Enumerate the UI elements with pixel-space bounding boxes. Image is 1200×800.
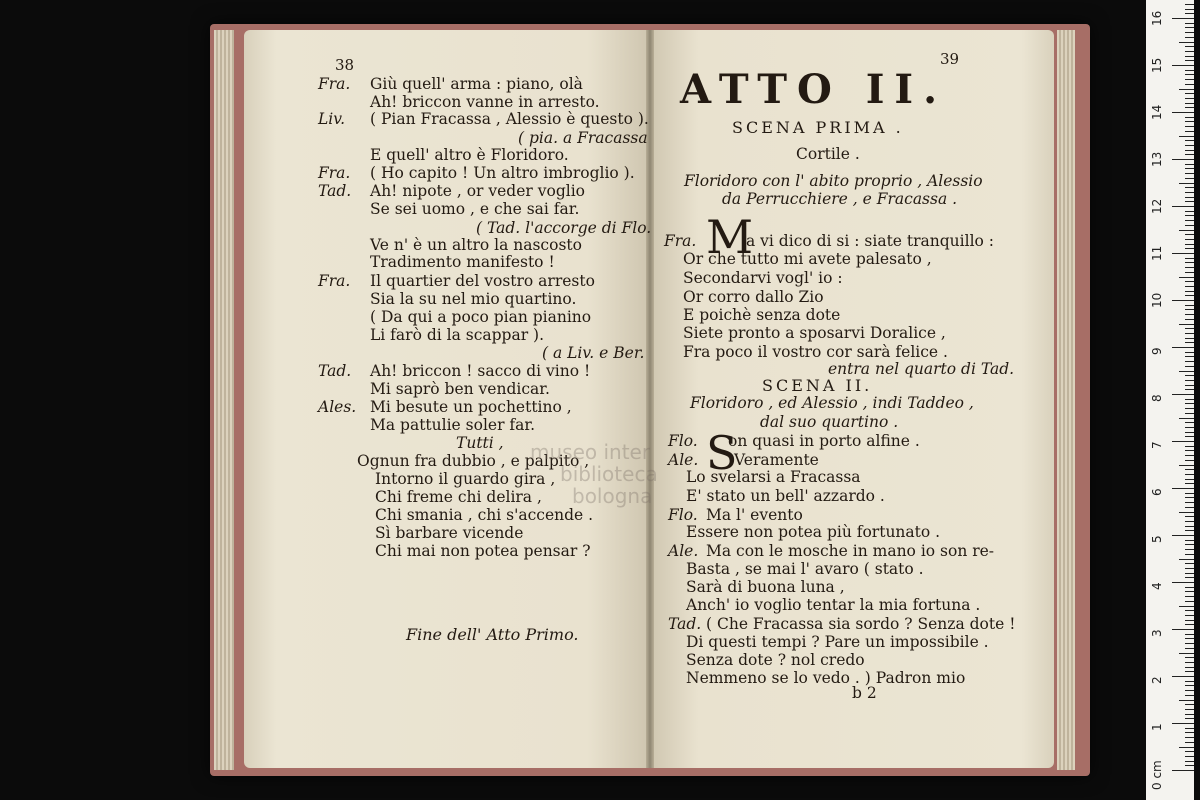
ruler-tick (1185, 563, 1194, 564)
ruler-tick (1185, 568, 1194, 569)
verse-line: Intorno il guardo gira , (375, 470, 556, 488)
ruler-tick (1185, 342, 1194, 343)
ruler-tick (1185, 103, 1194, 104)
ruler-number: 11 (1150, 245, 1164, 261)
ruler-number: 13 (1150, 151, 1164, 167)
verse-line: Sia la su nel mio quartino. (370, 290, 577, 308)
ruler-tick (1185, 178, 1194, 179)
ruler-tick (1185, 714, 1194, 715)
ruler-tick (1185, 84, 1194, 85)
ruler-tick (1185, 667, 1194, 668)
ruler-tick (1172, 159, 1194, 160)
ruler-number: 15 (1150, 57, 1164, 73)
ruler-tick (1185, 107, 1194, 108)
verse-line: Senza dote ? nol credo (686, 651, 865, 669)
ruler-tick (1172, 206, 1194, 207)
ruler-tick (1185, 9, 1194, 10)
ruler-number: 9 (1150, 347, 1164, 355)
verse-line: Ognun fra dubbio , e palpito , (357, 452, 590, 470)
verse-line: Mi saprò ben vendicar. (370, 380, 550, 398)
ruler-tick (1185, 272, 1194, 273)
ruler-number: 16 (1150, 10, 1164, 26)
verse-line: Chi smania , chi s'accende . (375, 506, 594, 524)
ruler-tick (1172, 676, 1194, 677)
ruler-tick (1185, 389, 1194, 390)
ruler-number: 3 (1150, 629, 1164, 637)
ruler-tick (1185, 380, 1194, 381)
verse-line: Il quartier del vostro arresto (370, 272, 595, 290)
ruler-tick (1185, 352, 1194, 353)
verse-line: Nemmeno se lo vedo . ) Padron mio (686, 669, 966, 687)
ruler-tick (1185, 145, 1194, 146)
ruler-tick (1185, 573, 1194, 574)
ruler-tick (1185, 98, 1194, 99)
ruler-tick (1185, 314, 1194, 315)
ruler-tick (1185, 150, 1194, 151)
verse-line: Chi freme chi delira , (375, 488, 542, 506)
left-page-footer: Fine dell' Atto Primo. (406, 625, 579, 644)
ruler-tick (1185, 37, 1194, 38)
ruler-tick (1185, 267, 1194, 268)
watermark-line-3: bologna (572, 484, 653, 508)
ruler-tick (1179, 747, 1194, 748)
ruler-tick (1185, 596, 1194, 597)
verse-line: ( pia. a Fracassa (518, 129, 648, 147)
drop-cap: M (706, 210, 754, 264)
verse-line: Veramente (734, 451, 819, 469)
ruler-number: 12 (1150, 198, 1164, 214)
ruler-tick (1185, 544, 1194, 545)
verse-line: Ah! briccon ! sacco di vino ! (370, 362, 591, 380)
ruler-tick (1179, 230, 1194, 231)
ruler-tick (1185, 450, 1194, 451)
ruler-tick (1185, 427, 1194, 428)
speaker-label: Fra. (318, 272, 351, 290)
ruler-number: 6 (1150, 488, 1164, 496)
ruler-tick (1185, 32, 1194, 33)
verse-line: Lo svelarsi a Fracassa (686, 468, 861, 486)
signature-mark: b 2 (852, 684, 877, 702)
verse-line: Giù quell' arma : piano, olà (370, 75, 583, 93)
ruler-tick (1179, 371, 1194, 372)
ruler-tick (1185, 408, 1194, 409)
ruler-tick (1179, 277, 1194, 278)
ruler-tick (1185, 718, 1194, 719)
ruler-number: 2 (1150, 676, 1164, 684)
ruler-tick (1185, 502, 1194, 503)
verse-line: Mi besute un pochettino , (370, 398, 572, 416)
ruler-tick (1185, 399, 1194, 400)
ruler-tick (1185, 201, 1194, 202)
verse-line: Sarà di buona luna , (686, 578, 845, 596)
ruler-tick (1185, 173, 1194, 174)
verse-line: ( a Liv. e Ber. (542, 344, 645, 362)
ruler-tick (1185, 634, 1194, 635)
ruler-tick (1185, 469, 1194, 470)
scene-two-direction-1: Floridoro , ed Alessio , indi Taddeo , (690, 394, 974, 412)
ruler-tick (1185, 295, 1194, 296)
ruler-tick (1185, 248, 1194, 249)
verse-line: E' stato un bell' azzardo . (686, 487, 885, 505)
scene-two-drop-cap: S (706, 426, 738, 480)
verse-line: Ma con le mosche in mano io son re- (706, 542, 995, 560)
ruler-tick (1185, 657, 1194, 658)
ruler-tick (1185, 756, 1194, 757)
ruler-tick (1185, 56, 1194, 57)
ruler-tick (1185, 23, 1194, 24)
verse-line: Secondarvi vogl' io : (683, 269, 843, 287)
ruler-number: 1 (1150, 723, 1164, 731)
ruler-tick (1185, 728, 1194, 729)
speaker-label: Ales. (318, 398, 357, 416)
act-title: ATTO II. (680, 66, 948, 113)
ruler-tick (1185, 70, 1194, 71)
speaker-label: Flo. (668, 506, 698, 524)
stage-direction-1: Floridoro con l' abito proprio , Alessio (684, 172, 983, 190)
verse-line: a vi dico di si : siate tranquillo : (746, 232, 995, 250)
watermark-line-2: biblioteca (560, 462, 658, 486)
ruler-tick (1185, 732, 1194, 733)
right-page-edges (1057, 30, 1075, 770)
speaker-label: Liv. (318, 110, 346, 128)
verse-line: Ve n' è un altro la nascosto (370, 236, 582, 254)
ruler-tick (1179, 136, 1194, 137)
ruler-tick (1185, 361, 1194, 362)
ruler-tick (1185, 121, 1194, 122)
ruler-tick (1179, 42, 1194, 43)
verse-line: Essere non potea più fortunato . (686, 523, 941, 541)
ruler-tick (1185, 601, 1194, 602)
verse-line: Chi mai non potea pensar ? (375, 542, 591, 560)
ruler-tick (1185, 577, 1194, 578)
verse-line: Sì barbare vicende (375, 524, 524, 542)
ruler-tick (1185, 436, 1194, 437)
ruler-tick (1185, 497, 1194, 498)
speaker-label: Tad. (668, 615, 702, 633)
verse-line: ( Ho capito ! Un altro imbroglio ). (370, 164, 635, 182)
ruler-tick (1185, 187, 1194, 188)
ruler-tick (1185, 709, 1194, 710)
ruler-tick (1185, 765, 1194, 766)
ruler-tick (1185, 197, 1194, 198)
verse-line: E poichè senza dote (683, 306, 841, 324)
ruler-tick (1185, 422, 1194, 423)
ruler-tick (1185, 526, 1194, 527)
verse-line: Or che tutto mi avete palesato , (683, 250, 932, 268)
ruler-tick (1185, 671, 1194, 672)
ruler-tick (1172, 347, 1194, 348)
ruler-tick (1185, 540, 1194, 541)
ruler-tick (1172, 770, 1194, 771)
ruler-tick (1185, 356, 1194, 357)
ruler-tick (1172, 441, 1194, 442)
ruler-tick (1185, 460, 1194, 461)
speaker-label: Fra. (318, 75, 351, 93)
ruler-number: 10 (1150, 292, 1164, 308)
ruler-tick (1185, 530, 1194, 531)
ruler-tick (1185, 27, 1194, 28)
ruler-tick (1185, 220, 1194, 221)
verse-line: ( Che Fracassa sia sordo ? Senza dote ! (706, 615, 1016, 633)
ruler-tick (1179, 606, 1194, 607)
ruler-tick (1185, 620, 1194, 621)
ruler-tick (1185, 638, 1194, 639)
ruler-tick (1185, 483, 1194, 484)
ruler-tick (1185, 624, 1194, 625)
watermark-line-1: museo inter (530, 440, 651, 464)
ruler-tick (1185, 591, 1194, 592)
ruler-tick (1185, 432, 1194, 433)
ruler-tick (1172, 723, 1194, 724)
ruler-tick (1179, 653, 1194, 654)
ruler-number: 5 (1150, 535, 1164, 543)
ruler-label: 0 cm (1150, 760, 1164, 790)
ruler-tick (1185, 446, 1194, 447)
ruler-tick (1185, 479, 1194, 480)
ruler-tick (1185, 244, 1194, 245)
verse-line: Siete pronto a sposarvi Doralice , (683, 324, 946, 342)
speaker-label: Fra. (318, 164, 351, 182)
ruler-number: 8 (1150, 394, 1164, 402)
ruler-tick (1185, 685, 1194, 686)
speaker-label: Tad. (318, 182, 352, 200)
speaker-label: Ale. (668, 451, 699, 469)
ruler-tick (1185, 154, 1194, 155)
ruler-tick (1179, 418, 1194, 419)
ruler-tick (1185, 549, 1194, 550)
verse-line: on quasi in porto alfine . (728, 432, 920, 450)
ruler-tick (1185, 234, 1194, 235)
ruler-tick (1185, 74, 1194, 75)
verse-line: Di questi tempi ? Pare un impossibile . (686, 633, 989, 651)
ruler-tick (1185, 474, 1194, 475)
ruler-tick (1185, 239, 1194, 240)
ruler-tick (1185, 131, 1194, 132)
ruler-tick (1185, 366, 1194, 367)
ruler-tick (1185, 305, 1194, 306)
ruler-tick (1185, 761, 1194, 762)
ruler-tick (1179, 183, 1194, 184)
verse-line: entra nel quarto di Tad. (828, 360, 1015, 378)
ruler-tick (1185, 375, 1194, 376)
ruler-tick (1185, 413, 1194, 414)
ruler-tick (1185, 46, 1194, 47)
ruler-number: 7 (1150, 441, 1164, 449)
ruler-tick (1179, 700, 1194, 701)
ruler-tick (1185, 690, 1194, 691)
ruler-tick (1185, 385, 1194, 386)
ruler-tick (1185, 291, 1194, 292)
stage-direction-2: da Perrucchiere , e Fracassa . (722, 190, 958, 208)
ruler-tick (1172, 629, 1194, 630)
verse-line: Tutti , (456, 434, 504, 452)
left-page-edges (214, 30, 234, 770)
ruler-tick (1185, 309, 1194, 310)
ruler-tick (1179, 465, 1194, 466)
ruler-tick (1185, 51, 1194, 52)
ruler-tick (1172, 65, 1194, 66)
ruler-tick (1185, 192, 1194, 193)
ruler-tick (1185, 60, 1194, 61)
verse-line: ( Pian Fracassa , Alessio è questo ). (370, 110, 649, 128)
scene-one-title: SCENA PRIMA . (732, 118, 904, 137)
ruler-tick (1179, 559, 1194, 560)
verse-line: Se sei uomo , e che sai far. (370, 200, 580, 218)
ruler-tick (1185, 643, 1194, 644)
verse-line: ( Tad. l'accorge di Flo. (476, 219, 652, 237)
ruler-tick (1185, 662, 1194, 663)
verse-line: ( Da qui a poco pian pianino (370, 308, 592, 326)
ruler-tick (1172, 253, 1194, 254)
ruler-tick (1185, 281, 1194, 282)
ruler-tick (1185, 403, 1194, 404)
ruler-tick (1172, 112, 1194, 113)
left-page-number: 38 (335, 56, 355, 74)
ruler-tick (1185, 262, 1194, 263)
ruler-tick (1185, 4, 1194, 5)
ruler-tick (1172, 300, 1194, 301)
ruler-tick (1185, 79, 1194, 80)
verse-line: Tradimento manifesto ! (370, 253, 555, 271)
ruler-tick (1185, 140, 1194, 141)
ruler-tick (1185, 328, 1194, 329)
verse-line: Ma pattulie soler far. (370, 416, 536, 434)
ruler-tick (1179, 89, 1194, 90)
scene-two-title: SCENA II. (762, 376, 873, 395)
ruler-tick (1185, 737, 1194, 738)
ruler-tick (1185, 493, 1194, 494)
speaker-label: Flo. (668, 432, 698, 450)
ruler-tick (1172, 582, 1194, 583)
ruler-tick (1185, 695, 1194, 696)
verse-line: Ma l' evento (706, 506, 803, 524)
measurement-ruler (1146, 0, 1194, 800)
ruler-number: 4 (1150, 582, 1164, 590)
ruler-tick (1185, 742, 1194, 743)
verse-line: Ah! briccon vanne in arresto. (370, 93, 600, 111)
right-page-number: 39 (940, 50, 960, 68)
ruler-tick (1185, 164, 1194, 165)
ruler-tick (1172, 18, 1194, 19)
ruler-number: 14 (1150, 104, 1164, 120)
scene-two-direction-2: dal suo quartino . (760, 413, 899, 431)
ruler-tick (1185, 126, 1194, 127)
ruler-tick (1179, 512, 1194, 513)
speaker-label: Tad. (318, 362, 352, 380)
ruler-tick (1185, 319, 1194, 320)
ruler-tick (1179, 324, 1194, 325)
verse-line: Or corro dallo Zio (683, 288, 824, 306)
ruler-tick (1185, 93, 1194, 94)
verse-line: E quell' altro è Floridoro. (370, 146, 569, 164)
verse-line: Anch' io voglio tentar la mia fortuna . (686, 596, 981, 614)
ruler-tick (1185, 648, 1194, 649)
ruler-tick (1185, 554, 1194, 555)
verse-line: Li farò di la scappar ). (370, 326, 545, 344)
scene-setting: Cortile . (796, 145, 860, 163)
ruler-tick (1185, 168, 1194, 169)
ruler-tick (1185, 13, 1194, 14)
ruler-tick (1172, 535, 1194, 536)
ruler-tick (1185, 286, 1194, 287)
speaker-label: Ale. (668, 542, 699, 560)
ruler-tick (1185, 704, 1194, 705)
ruler-tick (1185, 507, 1194, 508)
ruler-tick (1172, 488, 1194, 489)
ruler-tick (1185, 211, 1194, 212)
ruler-tick (1185, 455, 1194, 456)
speaker-label: Fra. (664, 232, 697, 250)
ruler-tick (1185, 610, 1194, 611)
verse-line: Basta , se mai l' avaro ( stato . (686, 560, 924, 578)
ruler-tick (1185, 333, 1194, 334)
ruler-tick (1185, 258, 1194, 259)
ruler-tick (1185, 225, 1194, 226)
ruler-tick (1185, 516, 1194, 517)
ruler-tick (1185, 338, 1194, 339)
ruler-tick (1172, 394, 1194, 395)
ruler-tick (1185, 751, 1194, 752)
ruler-tick (1185, 615, 1194, 616)
verse-line: Ah! nipote , or veder voglio (370, 182, 585, 200)
ruler-tick (1185, 117, 1194, 118)
verse-line: Fra poco il vostro cor sarà felice . (683, 343, 948, 361)
ruler-tick (1185, 215, 1194, 216)
ruler-tick (1185, 521, 1194, 522)
ruler-tick (1185, 587, 1194, 588)
ruler-tick (1185, 681, 1194, 682)
